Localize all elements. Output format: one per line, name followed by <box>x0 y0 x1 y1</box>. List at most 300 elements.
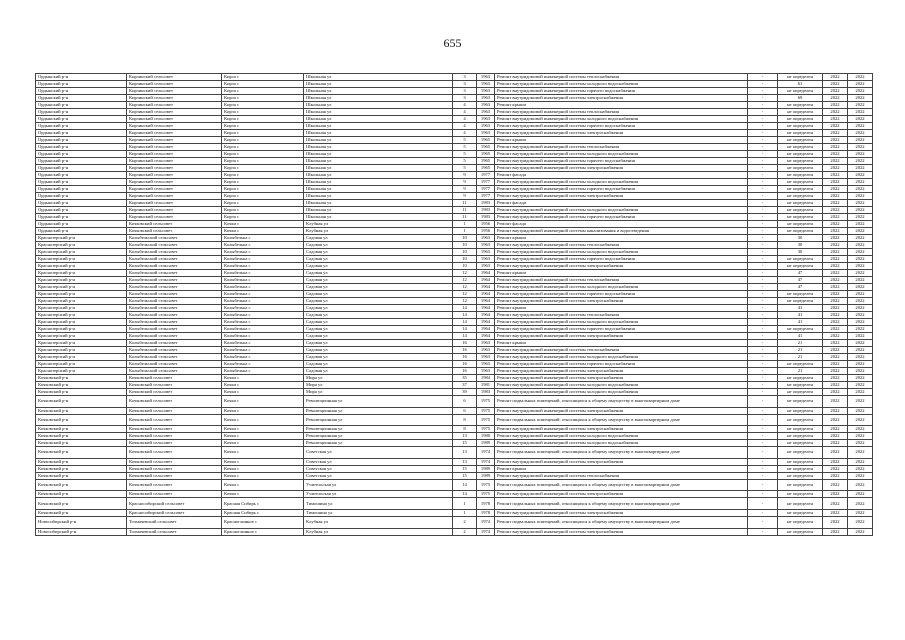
year-end-cell: 2022 <box>848 270 873 277</box>
dash-cell: - <box>748 472 778 479</box>
value-cell: не определен <box>778 102 823 109</box>
house-cell: 1 <box>453 509 477 516</box>
table-row <box>36 207 873 214</box>
value-cell: 30 <box>778 242 823 249</box>
house-cell: 16 <box>453 361 477 368</box>
dash-cell: - <box>748 333 778 340</box>
council-cell: Кирзинский сельсовет <box>127 116 222 123</box>
street-cell: Школьная ул <box>304 172 453 179</box>
year-cell: 1974 <box>477 447 495 459</box>
year-cell: 1964 <box>477 333 495 340</box>
table-row <box>36 426 873 433</box>
street-cell: Советская ул <box>304 447 453 459</box>
year-cell: 1963 <box>477 88 495 95</box>
district-cell: Ордынский р-н <box>36 130 127 137</box>
work-type-cell: Ремонт внутридомовой инженерной системы холодного водоснабжения <box>495 81 748 88</box>
work-type-cell: Ремонт внутридомовой инженерной системы теплоснабжения <box>495 242 748 249</box>
work-type-cell: Ремонт крыши <box>495 340 748 347</box>
year-cell: 1963 <box>477 347 495 354</box>
year-start-cell: 2022 <box>823 414 848 426</box>
settlement-cell: Колыбелька с <box>222 326 304 333</box>
table-body <box>36 74 873 536</box>
year-start-cell: 2022 <box>823 102 848 109</box>
value-cell: не определен <box>778 214 823 221</box>
house-cell: 1 <box>453 498 477 510</box>
dash-cell: - <box>748 528 778 535</box>
house-cell: 5 <box>453 137 477 144</box>
street-cell: Тимошина ул <box>304 509 453 516</box>
work-type-cell: Ремонт внутридомовой инженерной системы электроснабжения <box>495 426 748 433</box>
dash-cell: - <box>748 109 778 116</box>
year-start-cell: 2022 <box>823 242 848 249</box>
settlement-cell: Кирза с <box>222 158 304 165</box>
house-cell: 12 <box>453 298 477 305</box>
value-cell: 30 <box>778 235 823 242</box>
settlement-cell: Колыбелька с <box>222 235 304 242</box>
value-cell: не определен <box>778 291 823 298</box>
house-cell: 9 <box>453 172 477 179</box>
settlement-cell: Колыбелька с <box>222 340 304 347</box>
year-end-cell: 2022 <box>848 516 873 528</box>
council-cell: Кочковский сельсовет <box>127 472 222 479</box>
year-start-cell: 2022 <box>823 109 848 116</box>
council-cell: Колыбельский сельсовет <box>127 305 222 312</box>
house-cell: 14 <box>453 326 477 333</box>
dash-cell: - <box>748 74 778 81</box>
year-start-cell: 2022 <box>823 472 848 479</box>
council-cell: Кочковский сельсовет <box>127 433 222 440</box>
year-cell: 1989 <box>477 465 495 472</box>
year-cell: 1963 <box>477 109 495 116</box>
district-cell: Краснозерский р-н <box>36 235 127 242</box>
year-start-cell: 2022 <box>823 95 848 102</box>
dash-cell: - <box>748 193 778 200</box>
year-start-cell: 2022 <box>823 340 848 347</box>
dash-cell: - <box>748 426 778 433</box>
settlement-cell: Колыбелька с <box>222 263 304 270</box>
settlement-cell: Колыбелька с <box>222 347 304 354</box>
settlement-cell: Красная Сибирь с <box>222 509 304 516</box>
council-cell: Колыбельский сельсовет <box>127 270 222 277</box>
work-type-cell: Ремонт крыши <box>495 305 748 312</box>
council-cell: Кочковский сельсовет <box>127 375 222 382</box>
district-cell: Новосибирский р-н <box>36 516 127 528</box>
settlement-cell: Кочки с <box>222 389 304 396</box>
street-cell: Школьная ул <box>304 144 453 151</box>
year-cell: 1984 <box>477 375 495 382</box>
year-end-cell: 2022 <box>848 249 873 256</box>
council-cell: Кирзинский сельсовет <box>127 123 222 130</box>
year-start-cell: 2022 <box>823 277 848 284</box>
street-cell: Школьная ул <box>304 207 453 214</box>
year-cell: 1975 <box>477 479 495 491</box>
house-cell: 11 <box>453 214 477 221</box>
council-cell: Колыбельский сельсовет <box>127 235 222 242</box>
street-cell: Революционная ул <box>304 414 453 426</box>
table-row <box>36 326 873 333</box>
settlement-cell: Кирза с <box>222 207 304 214</box>
house-cell: 9 <box>453 179 477 186</box>
work-type-cell: Ремонт внутридомовой инженерной системы теплоснабжения <box>495 312 748 319</box>
house-cell: 10 <box>453 242 477 249</box>
house-cell: 5 <box>453 151 477 158</box>
council-cell: Кирзинский сельсовет <box>127 102 222 109</box>
settlement-cell: Кирза с <box>222 144 304 151</box>
year-end-cell: 2022 <box>848 214 873 221</box>
repair-schedule-table <box>35 73 873 536</box>
street-cell: Садовая ул <box>304 277 453 284</box>
work-type-cell: Ремонт подвальных помещений, относящихся к общему имуществу в многоквартирном доме <box>495 498 748 510</box>
district-cell: Краснозерский р-н <box>36 319 127 326</box>
table-row <box>36 319 873 326</box>
year-end-cell: 2022 <box>848 123 873 130</box>
district-cell: Кочковский р-н <box>36 447 127 459</box>
district-cell: Кочковский р-н <box>36 498 127 510</box>
district-cell: Кочковский р-н <box>36 389 127 396</box>
value-cell: не определен <box>778 414 823 426</box>
street-cell: Садовая ул <box>304 347 453 354</box>
year-cell: 1978 <box>477 509 495 516</box>
work-type-cell: Ремонт подвальных помещений, относящихся к общему имуществу в многоквартирном доме <box>495 447 748 459</box>
year-end-cell: 2022 <box>848 361 873 368</box>
year-start-cell: 2022 <box>823 214 848 221</box>
dash-cell: - <box>748 242 778 249</box>
council-cell: Кочковский сельсовет <box>127 458 222 465</box>
settlement-cell: Колыбелька с <box>222 361 304 368</box>
council-cell: Кочковский сельсовет <box>127 414 222 426</box>
year-cell: 1965 <box>477 151 495 158</box>
district-cell: Краснозерский р-н <box>36 312 127 319</box>
work-type-cell: Ремонт внутридомовой инженерной системы горячего водоснабжения <box>495 291 748 298</box>
district-cell: Кочковский р-н <box>36 414 127 426</box>
settlement-cell: Колыбелька с <box>222 291 304 298</box>
street-cell: Школьная ул <box>304 179 453 186</box>
street-cell: Садовая ул <box>304 354 453 361</box>
council-cell: Кирзинский сельсовет <box>127 172 222 179</box>
street-cell: Садовая ул <box>304 312 453 319</box>
year-cell: 1975 <box>477 491 495 498</box>
year-cell: 1963 <box>477 102 495 109</box>
year-cell: 1975 <box>477 426 495 433</box>
street-cell: Школьная ул <box>304 81 453 88</box>
table-row <box>36 509 873 516</box>
council-cell: Кирзинский сельсовет <box>127 109 222 116</box>
council-cell: Кирзинский сельсовет <box>127 130 222 137</box>
dash-cell: - <box>748 340 778 347</box>
dash-cell: - <box>748 179 778 186</box>
year-start-cell: 2022 <box>823 88 848 95</box>
district-cell: Ордынский р-н <box>36 74 127 81</box>
house-cell: 2 <box>453 516 477 528</box>
street-cell: Школьная ул <box>304 102 453 109</box>
council-cell: Кочковский сельсовет <box>127 407 222 414</box>
district-cell: Ордынский р-н <box>36 116 127 123</box>
house-cell: 8 <box>453 414 477 426</box>
value-cell: не определен <box>778 447 823 459</box>
year-end-cell: 2022 <box>848 458 873 465</box>
year-end-cell: 2022 <box>848 284 873 291</box>
settlement-cell: Кирза с <box>222 123 304 130</box>
table-row <box>36 305 873 312</box>
house-cell: 9 <box>453 193 477 200</box>
year-cell: 1983 <box>477 200 495 207</box>
year-start-cell: 2022 <box>823 249 848 256</box>
council-cell: Кирзинский сельсовет <box>127 186 222 193</box>
council-cell: Колыбельский сельсовет <box>127 284 222 291</box>
year-start-cell: 2022 <box>823 270 848 277</box>
value-cell: не определен <box>778 116 823 123</box>
year-start-cell: 2022 <box>823 368 848 375</box>
district-cell: Краснозерский р-н <box>36 270 127 277</box>
year-start-cell: 2022 <box>823 498 848 510</box>
table-row <box>36 109 873 116</box>
table-row <box>36 447 873 459</box>
settlement-cell: Колыбелька с <box>222 284 304 291</box>
street-cell: Школьная ул <box>304 151 453 158</box>
year-start-cell: 2022 <box>823 312 848 319</box>
year-cell: 1964 <box>477 277 495 284</box>
council-cell: Красносибирский сельсовет <box>127 509 222 516</box>
table-row <box>36 465 873 472</box>
work-type-cell: Ремонт внутридомовой инженерной системы холодного водоснабжения <box>495 116 748 123</box>
house-cell: 15 <box>453 472 477 479</box>
house-cell: 12 <box>453 270 477 277</box>
table-row <box>36 214 873 221</box>
work-type-cell: Ремонт внутридомовой инженерной системы горячего водоснабжения <box>495 123 748 130</box>
year-cell: 1964 <box>477 326 495 333</box>
year-cell: 1964 <box>477 291 495 298</box>
settlement-cell: Кирза с <box>222 193 304 200</box>
council-cell: Колыбельский сельсовет <box>127 354 222 361</box>
work-type-cell: Ремонт внутридомовой инженерной системы холодного водоснабжения <box>495 151 748 158</box>
work-type-cell: Ремонт внутридомовой инженерной системы электроснабжения <box>495 333 748 340</box>
district-cell: Краснозерский р-н <box>36 347 127 354</box>
value-cell: не определен <box>778 144 823 151</box>
year-cell: 1963 <box>477 81 495 88</box>
year-end-cell: 2022 <box>848 312 873 319</box>
work-type-cell: Ремонт крыши <box>495 235 748 242</box>
table-row <box>36 179 873 186</box>
district-cell: Краснозерский р-н <box>36 368 127 375</box>
year-start-cell: 2022 <box>823 81 848 88</box>
table-row <box>36 228 873 235</box>
year-start-cell: 2022 <box>823 382 848 389</box>
council-cell: Кочковский сельсовет <box>127 426 222 433</box>
dash-cell: - <box>748 319 778 326</box>
house-cell: 5 <box>453 158 477 165</box>
table-row <box>36 102 873 109</box>
dash-cell: - <box>748 491 778 498</box>
council-cell: Кирзинский сельсовет <box>127 74 222 81</box>
settlement-cell: Колыбелька с <box>222 270 304 277</box>
year-end-cell: 2022 <box>848 509 873 516</box>
value-cell: не определен <box>778 491 823 498</box>
house-cell: 10 <box>453 263 477 270</box>
house-cell: 4 <box>453 102 477 109</box>
settlement-cell: Кочки с <box>222 433 304 440</box>
year-start-cell: 2022 <box>823 347 848 354</box>
council-cell: Кирзинский сельсовет <box>127 207 222 214</box>
council-cell: Кирзинский сельсовет <box>127 81 222 88</box>
year-start-cell: 2022 <box>823 319 848 326</box>
settlement-cell: Кирза с <box>222 200 304 207</box>
dash-cell: - <box>748 498 778 510</box>
year-cell: 1963 <box>477 130 495 137</box>
year-end-cell: 2022 <box>848 158 873 165</box>
dash-cell: - <box>748 479 778 491</box>
year-end-cell: 2022 <box>848 95 873 102</box>
house-cell: 10 <box>453 235 477 242</box>
year-start-cell: 2022 <box>823 123 848 130</box>
work-type-cell: Ремонт внутридомовой инженерной системы холодного водоснабжения <box>495 389 748 396</box>
street-cell: Революционная ул <box>304 407 453 414</box>
year-start-cell: 2022 <box>823 440 848 447</box>
district-cell: Краснозерский р-н <box>36 263 127 270</box>
value-cell: не определен <box>778 375 823 382</box>
value-cell: 47 <box>778 277 823 284</box>
street-cell: Школьная ул <box>304 214 453 221</box>
year-end-cell: 2022 <box>848 347 873 354</box>
year-start-cell: 2022 <box>823 200 848 207</box>
table-row <box>36 291 873 298</box>
council-cell: Колыбельский сельсовет <box>127 263 222 270</box>
district-cell: Ордынский р-н <box>36 109 127 116</box>
council-cell: Кирзинский сельсовет <box>127 95 222 102</box>
district-cell: Ордынский р-н <box>36 214 127 221</box>
district-cell: Ордынский р-н <box>36 137 127 144</box>
house-cell: 8 <box>453 426 477 433</box>
table-row <box>36 74 873 81</box>
table-row <box>36 396 873 408</box>
year-start-cell: 2022 <box>823 144 848 151</box>
table-row <box>36 193 873 200</box>
house-cell: 10 <box>453 256 477 263</box>
street-cell: Школьная ул <box>304 74 453 81</box>
council-cell: Кочковский сельсовет <box>127 491 222 498</box>
work-type-cell: Ремонт внутридомовой инженерной системы теплоснабжения <box>495 74 748 81</box>
year-end-cell: 2022 <box>848 221 873 228</box>
year-cell: 1978 <box>477 498 495 510</box>
council-cell: Колыбельский сельсовет <box>127 333 222 340</box>
value-cell: не определен <box>778 193 823 200</box>
value-cell: не определен <box>778 263 823 270</box>
house-cell: 1 <box>453 228 477 235</box>
year-cell: 1956 <box>477 228 495 235</box>
work-type-cell: Ремонт внутридомовой инженерной системы холодного водоснабжения <box>495 382 748 389</box>
settlement-cell: Кирза с <box>222 186 304 193</box>
house-cell: 14 <box>453 319 477 326</box>
year-cell: 1963 <box>477 263 495 270</box>
street-cell: Клубная ул <box>304 228 453 235</box>
value-cell: не определен <box>778 458 823 465</box>
year-start-cell: 2022 <box>823 116 848 123</box>
year-end-cell: 2022 <box>848 130 873 137</box>
council-cell: Толмачевский сельсовет <box>127 516 222 528</box>
dash-cell: - <box>748 354 778 361</box>
value-cell: 30 <box>778 249 823 256</box>
settlement-cell: Кочки с <box>222 221 304 228</box>
year-cell: 1965 <box>477 144 495 151</box>
year-cell: 1974 <box>477 516 495 528</box>
house-cell: 37 <box>453 382 477 389</box>
street-cell: Советская ул <box>304 465 453 472</box>
street-cell: Школьная ул <box>304 193 453 200</box>
street-cell: Школьная ул <box>304 130 453 137</box>
dash-cell: - <box>748 102 778 109</box>
street-cell: Школьная ул <box>304 186 453 193</box>
table-row <box>36 151 873 158</box>
house-cell: 14 <box>453 333 477 340</box>
dash-cell: - <box>748 144 778 151</box>
year-cell: 1963 <box>477 116 495 123</box>
district-cell: Кочковский р-н <box>36 472 127 479</box>
work-type-cell: Ремонт внутридомовой инженерной системы электроснабжения <box>495 528 748 535</box>
year-cell: 1964 <box>477 319 495 326</box>
year-end-cell: 2022 <box>848 263 873 270</box>
street-cell: Советская ул <box>304 458 453 465</box>
street-cell: Школьная ул <box>304 200 453 207</box>
dash-cell: - <box>748 440 778 447</box>
table-row <box>36 354 873 361</box>
value-cell: не определен <box>778 221 823 228</box>
year-end-cell: 2022 <box>848 109 873 116</box>
settlement-cell: Кочки с <box>222 426 304 433</box>
year-end-cell: 2022 <box>848 389 873 396</box>
settlement-cell: Кочки с <box>222 465 304 472</box>
district-cell: Кочковский р-н <box>36 509 127 516</box>
year-start-cell: 2022 <box>823 284 848 291</box>
work-type-cell: Ремонт фасада <box>495 221 748 228</box>
value-cell: 21 <box>778 368 823 375</box>
settlement-cell: Кирза с <box>222 116 304 123</box>
year-start-cell: 2022 <box>823 235 848 242</box>
dash-cell: - <box>748 88 778 95</box>
dash-cell: - <box>748 326 778 333</box>
settlement-cell: Кочки с <box>222 407 304 414</box>
year-cell: 1977 <box>477 193 495 200</box>
settlement-cell: Кирза с <box>222 109 304 116</box>
settlement-cell: Колыбелька с <box>222 298 304 305</box>
year-start-cell: 2022 <box>823 333 848 340</box>
street-cell: Клубная ул <box>304 221 453 228</box>
value-cell: не определен <box>778 165 823 172</box>
year-cell: 1974 <box>477 458 495 465</box>
table-row <box>36 361 873 368</box>
settlement-cell: Кочки с <box>222 375 304 382</box>
settlement-cell: Кирза с <box>222 137 304 144</box>
settlement-cell: Красноглинное с <box>222 528 304 535</box>
work-type-cell: Ремонт внутридомовой инженерной системы электроснабжения <box>495 165 748 172</box>
dash-cell: - <box>748 509 778 516</box>
dash-cell: - <box>748 368 778 375</box>
council-cell: Кочковский сельсовет <box>127 479 222 491</box>
year-cell: 1989 <box>477 472 495 479</box>
house-cell: 13 <box>453 447 477 459</box>
council-cell: Колыбельский сельсовет <box>127 242 222 249</box>
table-row <box>36 137 873 144</box>
value-cell: не определен <box>778 298 823 305</box>
dash-cell: - <box>748 305 778 312</box>
settlement-cell: Красная Сибирь с <box>222 498 304 510</box>
value-cell: не определен <box>778 256 823 263</box>
year-cell: 1975 <box>477 396 495 408</box>
value-cell: не определен <box>778 361 823 368</box>
council-cell: Кочковский сельсовет <box>127 228 222 235</box>
house-cell: 5 <box>453 165 477 172</box>
value-cell: не определен <box>778 158 823 165</box>
table-row <box>36 298 873 305</box>
street-cell: Революционная ул <box>304 426 453 433</box>
